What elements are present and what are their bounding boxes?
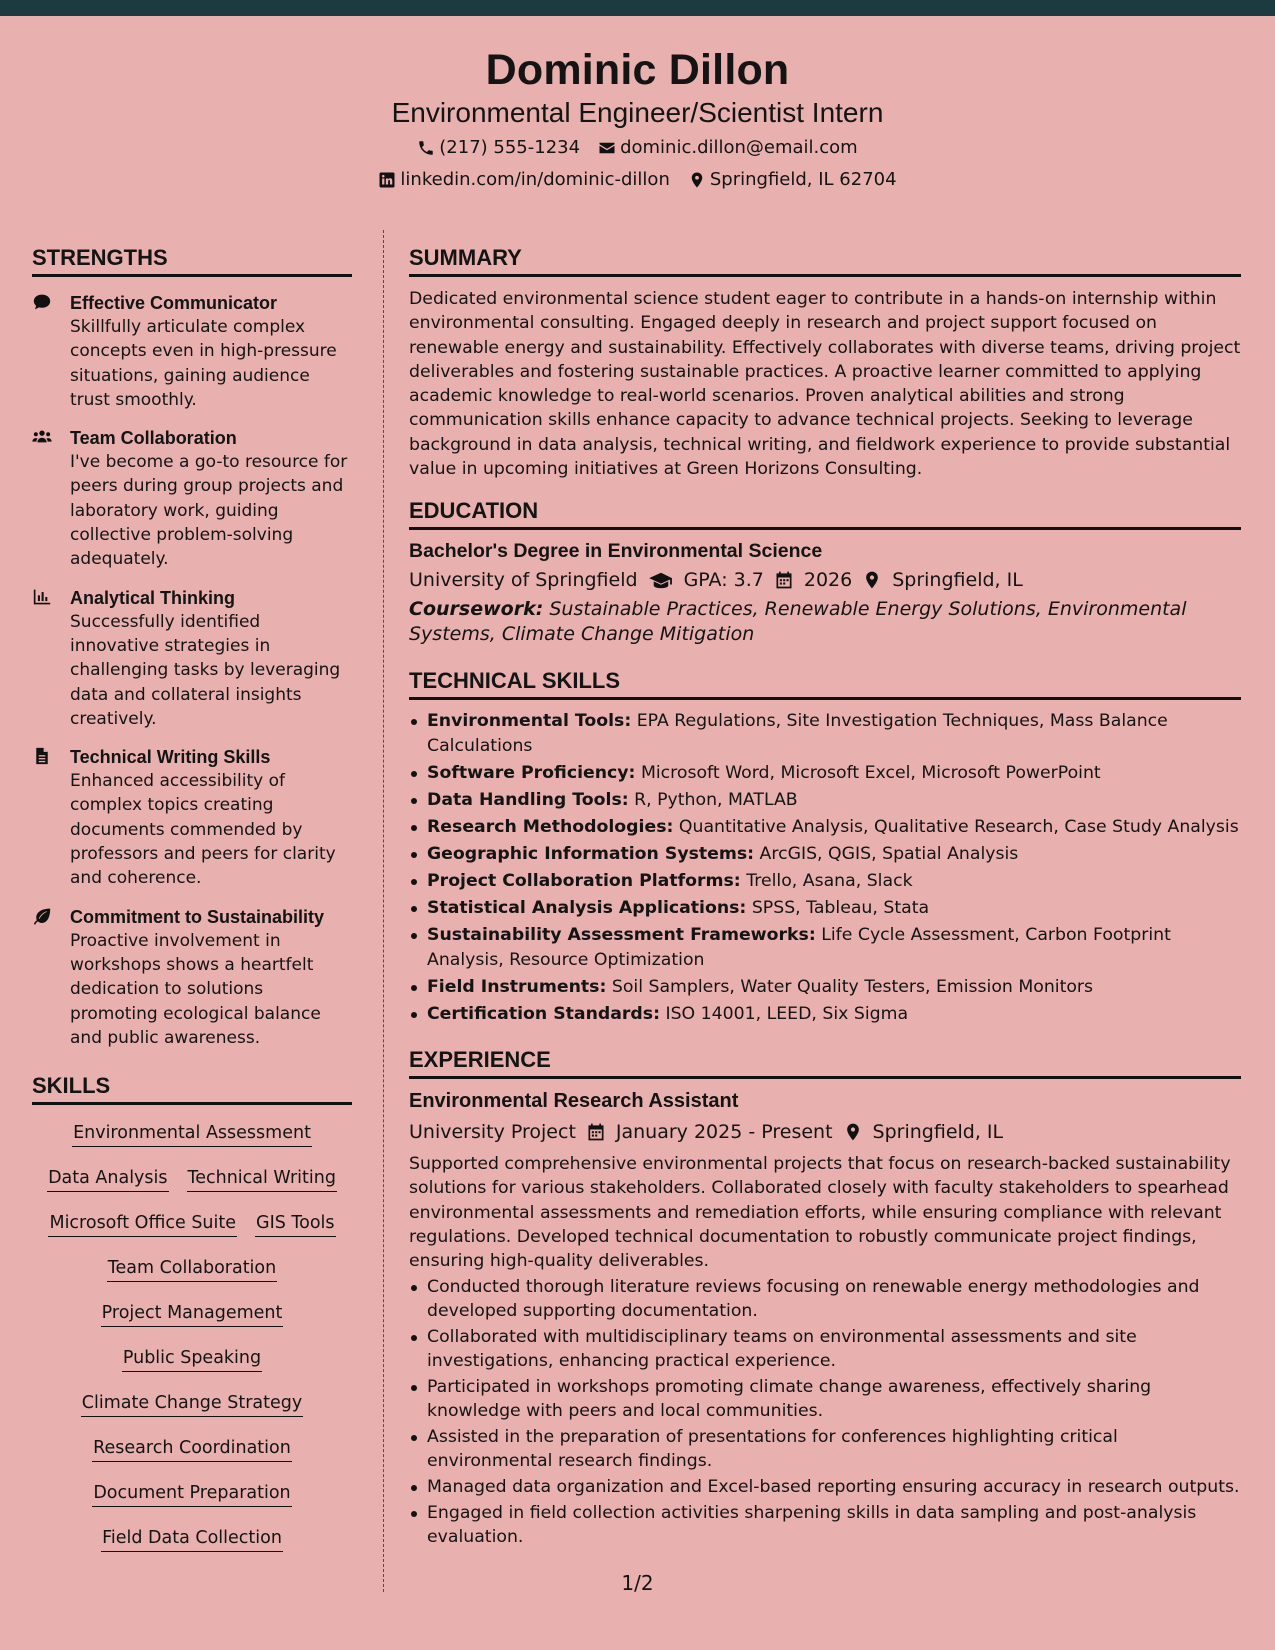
map-pin-icon	[862, 570, 882, 590]
job-dates: January 2025 - Present	[615, 1121, 833, 1144]
strength-item	[32, 291, 352, 412]
skill-category: Research Methodologies:	[427, 816, 674, 837]
skill-values: ArcGIS, QGIS, Spatial Analysis	[754, 844, 1019, 865]
leaf-icon	[32, 905, 70, 1050]
map-pin-icon	[843, 1122, 863, 1142]
experience-heading: EXPERIENCE	[409, 1046, 1241, 1079]
list-item	[409, 975, 1241, 999]
graduation-cap-icon	[648, 570, 674, 590]
list-item: Managed data organization and Excel-based reporting ensuring accuracy in research outputs.	[409, 1475, 1241, 1499]
phone-icon	[417, 139, 435, 157]
skill-tag: Climate Change Strategy	[81, 1391, 303, 1417]
list-item	[409, 923, 1241, 972]
gpa-text: GPA: 3.7	[683, 569, 764, 592]
skill-tag: Data Analysis	[47, 1166, 168, 1192]
school-name: University of Springfield	[409, 569, 638, 592]
strength-description: Enhanced accessibility of complex topics creating documents commended by professors and peers for clarity and coherence.	[70, 771, 336, 889]
education-meta	[409, 566, 1241, 594]
strength-item	[32, 586, 352, 731]
list-item	[409, 896, 1241, 920]
graduation-year: 2026	[803, 569, 853, 592]
summary-heading: SUMMARY	[409, 244, 1241, 277]
list-item	[409, 761, 1241, 785]
skills-list	[32, 1121, 352, 1552]
page-indicator: 1/2	[621, 1571, 654, 1595]
calendar-icon	[586, 1122, 606, 1142]
skill-tag: GIS Tools	[255, 1211, 336, 1237]
strength-description: Successfully identified innovative strategies in challenging tasks by leveraging data and collateral insights creatively.	[70, 611, 341, 729]
location-contact	[688, 169, 897, 191]
coursework-list: Sustainable Practices, Renewable Energy Solutions, Environmental Systems, Climate Change Mitigation	[409, 598, 1187, 645]
education-heading: EDUCATION	[409, 497, 1241, 530]
phone-text: (217) 555-1234	[439, 137, 581, 158]
strengths-heading: STRENGTHS	[32, 244, 352, 277]
list-item	[409, 869, 1241, 893]
list-item: Participated in workshops promoting climate change awareness, effectively sharing knowledge with peers and local communities.	[409, 1375, 1241, 1424]
school-location: Springfield, IL	[892, 569, 1023, 592]
list-item	[409, 1002, 1241, 1026]
candidate-name: Dominic Dillon	[485, 46, 790, 94]
summary-text: Dedicated environmental science student eager to contribute in a hands-on internship within environmental consulting. Engaged deeply in research and project support focused on renewable energy and sustainability. Effectively collaborates with diverse teams, driving project deliverables and fostering sustainable practices. A proactive learner committed to applying academic knowledge to real-world scenarios. Proven analytical abilities and strong communication skills enhance capacity to advance technical projects. Seeking to leverage background in data analysis, technical writing, and fieldwork experience to provide substantial value in upcoming initiatives at Green Horizons Consulting.	[409, 289, 1241, 480]
skill-tag: Document Preparation	[92, 1481, 291, 1507]
skill-category: Geographic Information Systems:	[427, 844, 755, 865]
linkedin-text: linkedin.com/in/dominic-dillon	[400, 169, 670, 190]
skill-tag: Environmental Assessment	[72, 1121, 312, 1147]
skill-category: Project Collaboration Platforms:	[427, 871, 741, 892]
location-text: Springfield, IL 62704	[709, 169, 897, 190]
linkedin-contact[interactable]	[378, 169, 669, 191]
job-description: Supported comprehensive environmental projects that focus on research-backed sustainability solutions for various stakeholders. Collaborated closely with faculty stakeholders to spearhead environmental assessments and remediation efforts, while ensuring compliance with relevant regulations. Developed technical documentation to robustly communicate project findings, ensuring high-quality deliverables.	[409, 1154, 1231, 1272]
column-divider	[383, 230, 384, 1592]
list-item: Assisted in the preparation of presentations for conferences highlighting critical environmental research findings.	[409, 1425, 1241, 1474]
skill-values: SPSS, Tableau, Stata	[746, 898, 930, 919]
document-icon	[32, 745, 70, 890]
strength-description: I've become a go-to resource for peers during group projects and laboratory work, guiding collective problem-solving adequately.	[70, 452, 348, 570]
strength-item	[32, 426, 352, 571]
strength-description: Proactive involvement in workshops shows a heartfelt dedication to solutions promoting ecological balance and public awareness.	[70, 930, 321, 1048]
skill-category: Statistical Analysis Applications:	[427, 898, 747, 919]
candidate-title: Environmental Engineer/Scientist Intern	[391, 97, 884, 128]
strength-item	[32, 905, 352, 1050]
skill-tag: Team Collaboration	[107, 1256, 277, 1282]
calendar-icon	[774, 570, 794, 590]
strength-title: Analytical Thinking	[70, 587, 236, 608]
list-item	[409, 788, 1241, 812]
skill-values: Microsoft Word, Microsoft Excel, Microsoft PowerPoint	[635, 762, 1101, 783]
list-item: Collaborated with multidisciplinary teams on environmental assessments and site investigations, enhancing practical experience.	[409, 1325, 1241, 1374]
coursework-label: Coursework:	[409, 598, 544, 621]
list-item: Engaged in field collection activities sharpening skills in data sampling and post-analysis evaluation.	[409, 1501, 1241, 1550]
skill-values: ISO 14001, LEED, Six Sigma	[660, 1003, 909, 1024]
map-pin-icon	[688, 171, 706, 189]
technical-skills-heading: TECHNICAL SKILLS	[409, 667, 1241, 700]
skill-category: Certification Standards:	[427, 1003, 660, 1024]
skill-category: Environmental Tools:	[427, 711, 632, 732]
top-accent-bar	[0, 0, 1275, 16]
job-meta	[409, 1118, 1241, 1146]
job-title: Environmental Research Assistant	[409, 1090, 739, 1113]
skill-tag: Project Management	[101, 1301, 284, 1327]
job-location: Springfield, IL	[872, 1121, 1004, 1144]
job-bullets	[409, 1275, 1241, 1549]
right-column	[409, 244, 1241, 1549]
skill-category: Software Proficiency:	[427, 762, 636, 783]
skill-values: Trello, Asana, Slack	[740, 871, 913, 892]
phone-contact	[417, 137, 580, 159]
strength-description: Skillfully articulate complex concepts even in high-pressure situations, gaining audience trust smoothly.	[70, 317, 337, 410]
coursework	[409, 597, 1241, 646]
skill-values: R, Python, MATLAB	[628, 789, 798, 810]
contact-row-1	[0, 137, 1275, 159]
skill-values: Soil Samplers, Water Quality Testers, Emission Monitors	[606, 976, 1094, 997]
skill-category: Sustainability Assessment Frameworks:	[427, 925, 816, 946]
list-item: Conducted thorough literature reviews focusing on renewable energy methodologies and developed supporting documentation.	[409, 1275, 1241, 1324]
bar-chart-icon	[32, 586, 70, 731]
strength-title: Commitment to Sustainability	[70, 906, 325, 927]
skill-tag: Research Coordination	[92, 1436, 292, 1462]
skill-tag: Field Data Collection	[101, 1526, 283, 1552]
envelope-icon	[598, 139, 616, 157]
email-contact[interactable]	[598, 137, 858, 159]
resume-header	[0, 16, 1275, 204]
skill-category: Field Instruments:	[427, 976, 607, 997]
skill-values: Quantitative Analysis, Qualitative Research, Case Study Analysis	[673, 816, 1239, 837]
list-item	[409, 815, 1241, 839]
linkedin-icon	[378, 171, 396, 189]
users-icon	[32, 426, 70, 571]
skill-values: EPA Regulations, Site Investigation Techniques, Mass Balance Calculations	[427, 711, 1168, 756]
skill-tag: Public Speaking	[122, 1346, 262, 1372]
strength-title: Technical Writing Skills	[70, 747, 271, 768]
contact-row-2	[0, 169, 1275, 191]
job-organization: University Project	[409, 1121, 576, 1144]
email-text: dominic.dillon@email.com	[620, 137, 858, 158]
strength-title: Effective Communicator	[70, 293, 278, 313]
degree-title: Bachelor's Degree in Environmental Science	[409, 540, 823, 563]
skill-tag: Microsoft Office Suite	[48, 1211, 237, 1237]
skills-heading: SKILLS	[32, 1072, 352, 1105]
list-item	[409, 842, 1241, 866]
strength-title: Team Collaboration	[70, 428, 237, 449]
skill-values: Life Cycle Assessment, Carbon Footprint Analysis, Resource Optimization	[427, 925, 1171, 970]
skill-tag: Technical Writing	[187, 1166, 337, 1192]
skill-category: Data Handling Tools:	[427, 789, 629, 810]
speech-bubble-icon	[32, 291, 70, 412]
list-item	[409, 709, 1241, 758]
left-column	[32, 244, 352, 1552]
strength-item	[32, 745, 352, 890]
technical-skills-list	[409, 709, 1241, 1026]
